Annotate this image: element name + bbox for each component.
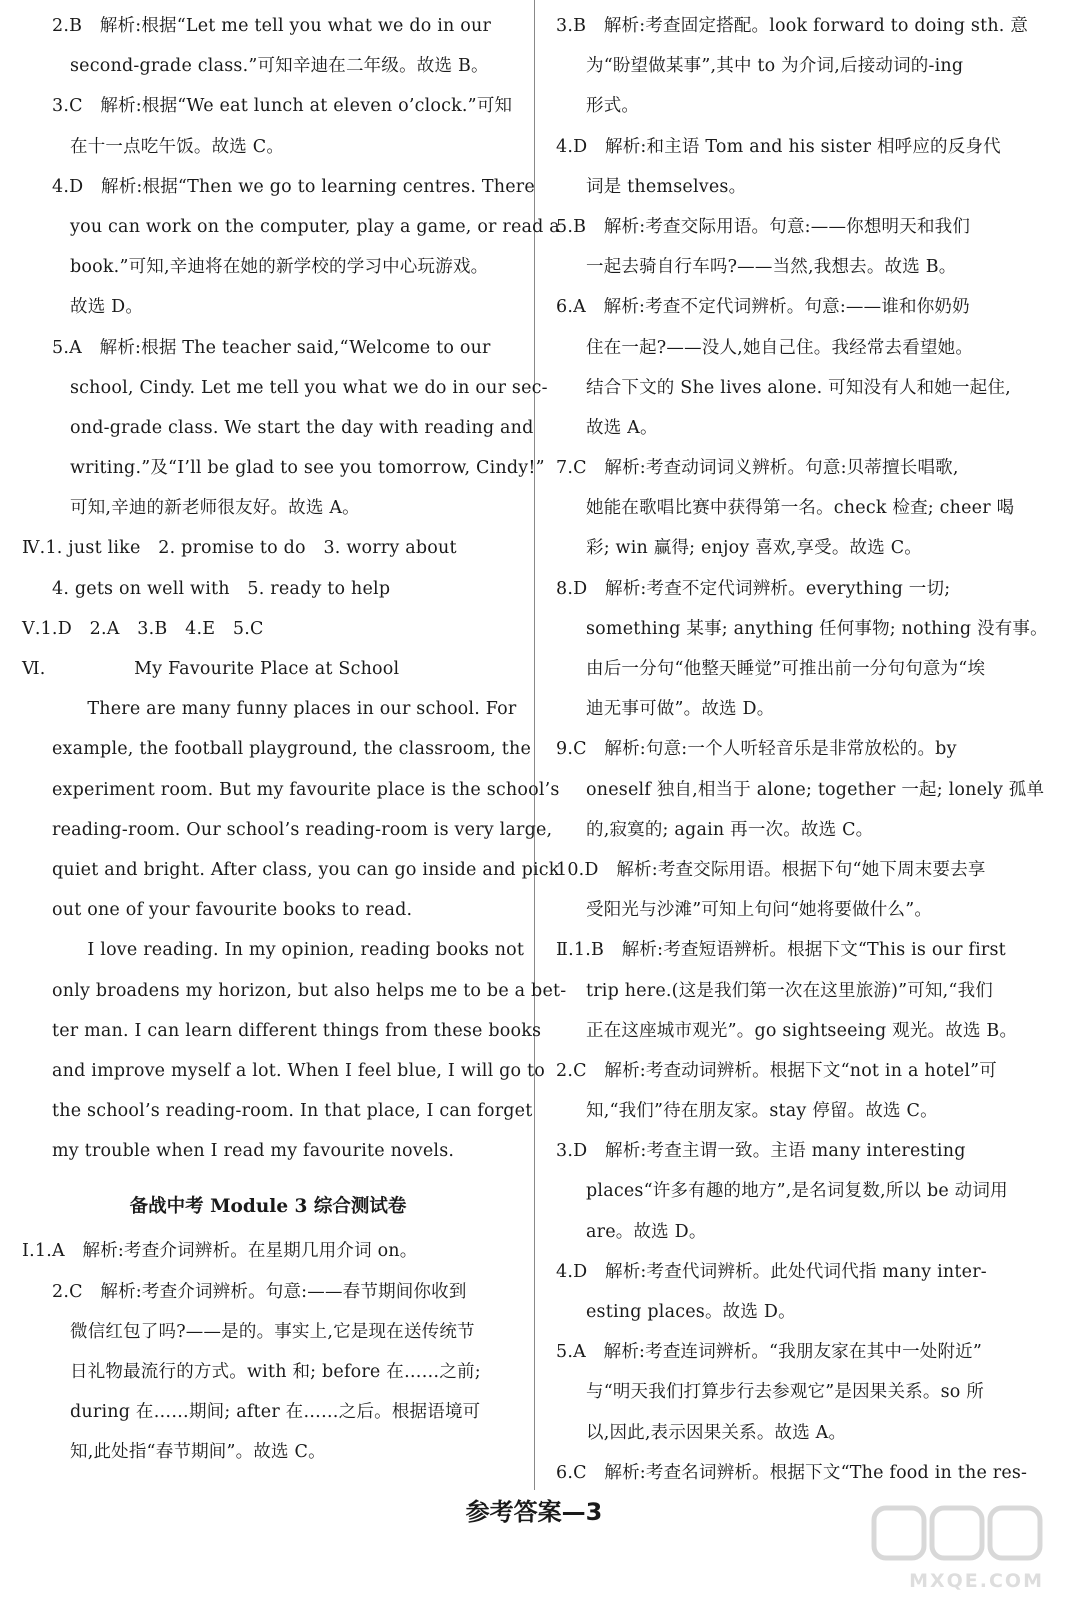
text-line: 微信红包了吗?——是的。事实上,它是现在送传统节 <box>70 1321 475 1342</box>
text-line: 正在这座城市观光”。go sightseeing 观光。故选 B。 <box>586 1020 1018 1041</box>
text-line: 4. gets on well with 5. ready to help <box>52 578 391 599</box>
text-line: 3.D 解析:考查主谓一致。主语 many interesting <box>556 1141 966 1162</box>
text-line: Ⅰ.1.A 解析:考查介词辨析。在星期几用介词 on。 <box>22 1241 418 1262</box>
essay-line: reading-room. Our school’s reading-room is very large, <box>52 819 553 840</box>
text-line: 迪无事可做”。故选 D。 <box>586 699 775 720</box>
text-line: Ⅱ.1.B 解析:考查短语辨析。根据下文“This is our first <box>556 940 1006 961</box>
text-line: 知,“我们”待在朋友家。stay 停留。故选 C。 <box>586 1101 938 1122</box>
text-line: 2.C 解析:考查动词辨析。根据下文“not in a hotel”可 <box>556 1060 997 1081</box>
text-line: 在十一点吃午饭。故选 C。 <box>70 136 285 157</box>
text-line: 受阳光与沙滩”可知上句问“她将要做什么”。 <box>586 900 933 921</box>
text-line: 一起去骑自行车吗?——当然,我想去。故选 B。 <box>586 257 957 278</box>
text-line: during 在……期间; after 在……之后。根据语境可 <box>70 1402 481 1423</box>
text-line: 6.A 解析:考查不定代词辨析。句意:——谁和你奶奶 <box>556 297 970 318</box>
text-line: 5.A 解析:根据 The teacher said,“Welcome to our <box>52 337 491 358</box>
text-line: 9.C 解析:句意:一个人听轻音乐是非常放松的。by <box>556 739 957 760</box>
text-line: 她能在歌唱比赛中获得第一名。check 检查; cheer 喝 <box>586 498 1015 519</box>
essay-line: out one of your favourite books to read. <box>52 900 413 921</box>
text-line: you can work on the computer, play a game, or read a <box>70 216 560 237</box>
essay-line: quiet and bright. After class, you can go inside and pick <box>52 859 560 880</box>
page-footer: 参考答案—3 <box>465 1498 603 1526</box>
essay-line: I love reading. In my opinion, reading books not <box>52 940 525 961</box>
text-line: Ⅳ.1. just like 2. promise to do 3. worry about <box>22 538 457 559</box>
text-line: 由后一分句“他整天睡觉”可推出前一分句句意为“埃 <box>586 659 986 679</box>
text-line: 与“明天我们打算步行去参观它”是因果关系。so 所 <box>586 1382 984 1403</box>
text-line: 以,因此,表示因果关系。故选 A。 <box>586 1422 847 1443</box>
essay-line: and improve myself a lot. When I feel blue, I will go to <box>52 1060 546 1081</box>
essay-line: only broadens my horizon, but also helps me to be a bet- <box>52 980 567 1001</box>
essay-line: ter man. I can learn different things from these books <box>52 1020 542 1041</box>
essay-line: example, the football playground, the classroom, the <box>52 739 532 760</box>
essay-line: There are many funny places in our school. For <box>52 699 517 720</box>
text-line: 5.B 解析:考查交际用语。句意:——你想明天和我们 <box>556 216 971 237</box>
text-line: writing.”及“I’ll be glad to see you tomorrow, Cindy!” <box>70 458 545 479</box>
text-line: something 某事; anything 任何事物; nothing 没有事。 <box>586 618 1048 639</box>
text-line: 结合下文的 She lives alone. 可知没有人和她一起住, <box>586 377 1011 398</box>
text-line: Ⅴ.1.D 2.A 3.B 4.E 5.C <box>22 618 264 639</box>
text-line: 为“盼望做某事”,其中 to 为介词,后接动词的-ing <box>586 56 964 77</box>
right-column <box>556 6 1048 1493</box>
text-line: 日礼物最流行的方式。with 和; before 在……之前; <box>70 1362 481 1382</box>
text-line: 3.B 解析:考查固定搭配。look forward to doing sth. 意 <box>556 16 1029 36</box>
text-line: 住在一起?——没人,她自己住。我经常去看望她。 <box>586 337 974 358</box>
text-line: 可知,辛迪的新老师很友好。故选 A。 <box>70 498 360 519</box>
text-line: 2.C 解析:考查介词辨析。句意:——春节期间你收到 <box>52 1281 467 1302</box>
text-line: 故选 A。 <box>586 417 658 438</box>
text-line: 3.C 解析:根据“We eat lunch at eleven o’clock.”可知 <box>52 96 513 117</box>
essay-line: the school’s reading-room. In that place, I can forget <box>52 1101 533 1122</box>
essay-line: my trouble when I read my favourite novels. <box>52 1141 455 1162</box>
watermark-logo-icon <box>872 1502 1042 1564</box>
text-line: 4.D 解析:考查代词辨析。此处代词代指 many inter- <box>556 1261 987 1282</box>
text-line: 8.D 解析:考查不定代词辨析。everything 一切; <box>556 578 951 599</box>
text-line: second-grade class.”可知辛迪在二年级。故选 B。 <box>70 56 489 77</box>
text-line: book.”可知,辛迪将在她的新学校的学习中心玩游戏。 <box>70 257 489 278</box>
watermark <box>858 1502 1048 1592</box>
text-line: 4.D 解析:根据“Then we go to learning centres. There <box>52 176 535 197</box>
text-line: places“许多有趣的地方”,是名词复数,所以 be 动词用 <box>586 1181 1008 1202</box>
text-line: 彩; win 赢得; enjoy 喜欢,享受。故选 C。 <box>586 538 922 559</box>
text-line: 词是 themselves。 <box>586 176 747 197</box>
text-line: 故选 D。 <box>70 297 144 318</box>
section-heading: 备战中考 Module 3 综合测试卷 <box>129 1196 407 1218</box>
text-line: school, Cindy. Let me tell you what we do in our sec- <box>70 377 548 398</box>
left-column <box>22 6 567 1473</box>
text-line: 形式。 <box>586 96 640 117</box>
text-line: 的,寂寞的; again 再一次。故选 C。 <box>586 819 874 840</box>
text-line: oneself 独自,相当于 alone; together 一起; lonely 孤单 <box>586 779 1045 800</box>
text-line: ond-grade class. We start the day with reading and <box>70 417 534 438</box>
text-line: 5.A 解析:考查连词辨析。“我朋友家在其中一处附近” <box>556 1342 983 1363</box>
text-line: 6.C 解析:考查名词辨析。根据下文“The food in the res- <box>556 1462 1028 1483</box>
watermark-text: MXQE.COM <box>909 1570 1044 1592</box>
text-line: are。故选 D。 <box>586 1221 707 1242</box>
text-line: 2.B 解析:根据“Let me tell you what we do in our <box>52 16 492 36</box>
text-line: esting places。故选 D。 <box>586 1302 796 1322</box>
essay-title: Ⅵ. My Favourite Place at School <box>22 659 400 679</box>
essay-line: experiment room. But my favourite place is the school’s <box>52 779 560 800</box>
text-line: trip here.(这是我们第一次在这里旅游)”可知,“我们 <box>586 980 993 1001</box>
text-line: 7.C 解析:考查动词词义辨析。句意:贝蒂擅长唱歌, <box>556 458 959 479</box>
text-line: 知,此处指“春节期间”。故选 C。 <box>70 1442 326 1463</box>
text-line: 4.D 解析:和主语 Tom and his sister 相呼应的反身代 <box>556 136 1001 157</box>
text-line: 10.D 解析:考查交际用语。根据下句“她下周末要去享 <box>556 859 986 880</box>
